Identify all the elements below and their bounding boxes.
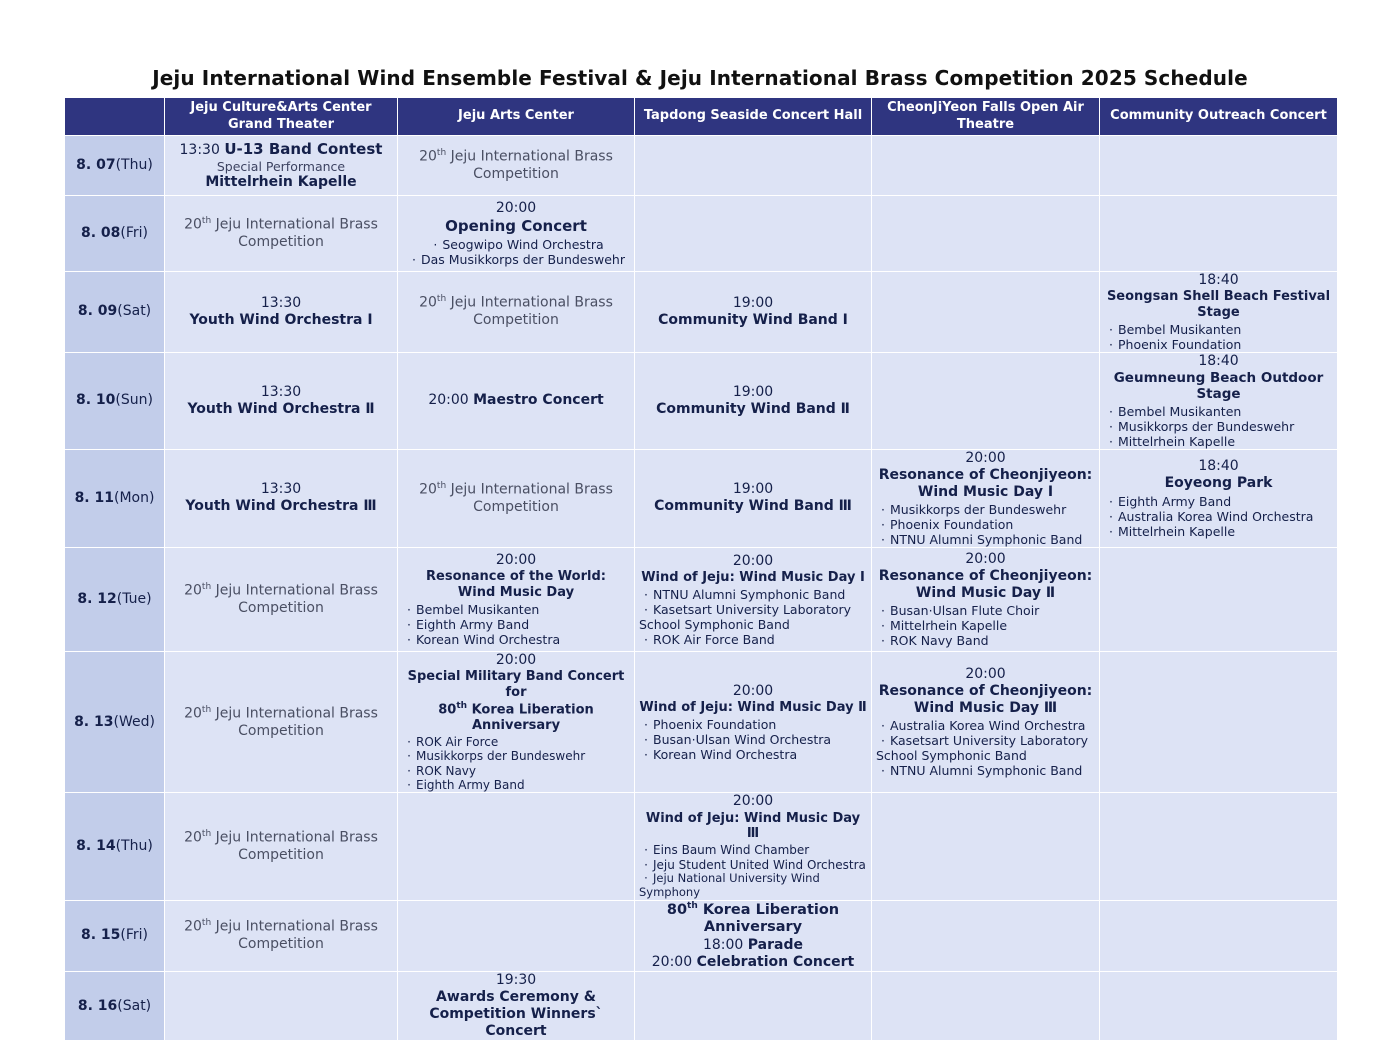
list-item: · Das Musikkorps der Bundeswehr <box>402 252 630 267</box>
event-title: Youth Wind Orchestra Ⅰ <box>189 311 373 328</box>
list-item: · ROK Navy <box>402 764 630 778</box>
event-title: U-13 Band Contest <box>224 139 383 158</box>
date-cell <box>65 548 165 652</box>
event-time: 20:00 <box>965 449 1006 466</box>
performer-list <box>1104 404 1333 449</box>
list-item: · Eins Baum Wind Chamber <box>639 843 867 857</box>
event-title: Wind of Jeju: Wind Music Day Ⅲ <box>645 810 861 842</box>
date-md: 8. 09 <box>77 303 118 320</box>
list-item: · NTNU Alumni Symphonic Band <box>639 587 867 602</box>
list-item: · Phoenix Foundation <box>876 517 1095 532</box>
event-title <box>639 901 867 937</box>
event-time: 20:00 <box>732 682 774 699</box>
competition-ordinal-suffix: th <box>201 582 212 593</box>
event-title: Youth Wind Orchestra Ⅱ <box>187 400 375 417</box>
cell-cheonjiyeon <box>872 136 1100 196</box>
cell-grand <box>165 548 398 652</box>
cell-tapdong <box>635 352 872 449</box>
competition-label <box>402 294 630 329</box>
list-item: · Eighth Army Band <box>402 617 630 632</box>
event-title-text: Korea Liberation Anniversary <box>702 901 840 936</box>
event-time: 19:00 <box>732 481 774 498</box>
date-md: 8. 07 <box>76 156 116 173</box>
table-row <box>65 449 1338 547</box>
performer-list <box>639 587 867 647</box>
competition-text: Jeju International Brass Competition <box>215 919 378 953</box>
competition-ordinal: 20 <box>419 295 437 312</box>
list-item: · Mittelrhein Kapelle <box>876 618 1095 633</box>
event-time: 20:00 <box>651 953 693 970</box>
competition-label <box>169 582 393 617</box>
table-row <box>65 272 1338 353</box>
event-title-line2: Wind Music Day <box>457 585 575 601</box>
event-time: 18:40 <box>1198 272 1239 288</box>
cell-outreach <box>1100 352 1338 449</box>
list-item: · Busan·Ulsan Flute Choir <box>876 603 1095 618</box>
event-time: 20:00 <box>495 200 537 217</box>
cell-arts <box>398 352 635 449</box>
list-item: · NTNU Alumni Symphonic Band <box>876 532 1095 547</box>
event-performer: Mittelrhein Kapelle <box>205 174 357 191</box>
competition-ordinal: 20 <box>184 705 202 722</box>
list-item: · Musikkorps der Bundeswehr <box>1104 419 1333 434</box>
event-time: 20:00 <box>428 392 469 409</box>
cell-grand <box>165 652 398 793</box>
cell-grand <box>165 196 398 272</box>
event-time: 20:00 <box>965 550 1006 567</box>
competition-text: Jeju International Brass Competition <box>450 148 613 182</box>
date-md: 8. 10 <box>76 392 116 409</box>
event-time: 13:30 <box>179 141 220 158</box>
date-cell <box>65 652 165 793</box>
event-time: 18:40 <box>1198 352 1239 369</box>
date-md: 8. 08 <box>80 224 121 241</box>
event-title: Maestro Concert <box>473 392 604 409</box>
date-dow: (Sat) <box>117 997 152 1014</box>
header-date <box>65 98 165 136</box>
date-md: 8. 11 <box>74 489 114 506</box>
event-title: Youth Wind Orchestra Ⅲ <box>185 498 377 515</box>
cell-tapdong <box>635 272 872 353</box>
list-item: · Kasetsart University Laboratory School Symphonic Band <box>639 602 867 632</box>
date-dow: (Sat) <box>117 303 152 320</box>
date-cell <box>65 449 165 547</box>
event-title-line2: Wind Music Day Ⅰ <box>917 483 1054 500</box>
cell-grand <box>165 272 398 353</box>
competition-text: Jeju International Brass Competition <box>450 481 613 515</box>
event-title-line2: Wind Music Day Ⅱ <box>915 585 1056 602</box>
event-title: Community Wind Band Ⅲ <box>654 498 852 515</box>
cell-cheonjiyeon <box>872 196 1100 272</box>
performer-list <box>639 843 867 899</box>
header-venue-arts-center: Jeju Arts Center <box>398 98 635 136</box>
event-title: Wind of Jeju: Wind Music Day Ⅱ <box>639 699 867 715</box>
performer-list <box>402 735 630 793</box>
cell-grand <box>165 352 398 449</box>
performer-list <box>1104 322 1333 352</box>
event-title-line2 <box>402 701 630 734</box>
event-time: 20:00 <box>495 552 537 569</box>
cell-grand <box>165 136 398 196</box>
competition-label <box>169 705 393 740</box>
event-title: Special Military Band Concert for <box>407 669 625 700</box>
competition-ordinal: 20 <box>419 481 437 498</box>
list-item: · Korean Wind Orchestra <box>402 632 630 647</box>
event-title-text: Korea Liberation Anniversary <box>471 702 594 734</box>
date-md: 8. 12 <box>77 591 117 607</box>
table-row <box>65 548 1338 652</box>
event-title: Wind of Jeju: Wind Music Day Ⅰ <box>641 569 865 585</box>
cell-arts <box>398 449 635 547</box>
cell-outreach <box>1100 136 1338 196</box>
event-name: Celebration Concert <box>696 953 855 970</box>
cell-outreach <box>1100 971 1338 1040</box>
list-item: · ROK Air Force <box>402 735 630 749</box>
header-venue-grand-theater: Jeju Culture&Arts Center Grand Theater <box>165 98 398 136</box>
date-md: 8. 16 <box>77 997 118 1014</box>
cell-arts <box>398 793 635 900</box>
date-cell <box>65 900 165 971</box>
competition-ordinal: 20 <box>184 919 202 936</box>
cell-tapdong <box>635 652 872 793</box>
list-item: · Korean Wind Orchestra <box>639 747 867 762</box>
event-line <box>402 392 630 409</box>
list-item: · Australia Korea Wind Orchestra <box>1104 509 1333 524</box>
cell-tapdong <box>635 136 872 196</box>
cell-outreach <box>1100 900 1338 971</box>
event-title: Community Wind Band Ⅱ <box>656 400 850 417</box>
list-item: · Phoenix Foundation <box>639 717 867 732</box>
date-dow: (Fri) <box>120 224 149 241</box>
competition-text: Jeju International Brass Competition <box>215 582 378 616</box>
performer-list <box>402 237 630 267</box>
event-line <box>169 140 393 159</box>
performer-list <box>1104 494 1333 539</box>
event-title: Resonance of Cheonjiyeon: <box>878 683 1093 700</box>
date-dow: (Thu) <box>115 156 153 173</box>
cell-tapdong <box>635 196 872 272</box>
event-ordinal: 80 <box>666 901 688 918</box>
event-ordinal-suffix: th <box>456 700 468 711</box>
date-cell <box>65 136 165 196</box>
list-item: · ROK Navy Band <box>876 633 1095 648</box>
performer-list <box>876 718 1095 778</box>
date-dow: (Mon) <box>113 489 155 506</box>
list-item: · Seogwipo Wind Orchestra <box>402 237 630 252</box>
list-item: · Mittelrhein Kapelle <box>1104 524 1333 539</box>
competition-ordinal: 20 <box>184 829 202 846</box>
table-row <box>65 793 1338 900</box>
cell-tapdong <box>635 971 872 1040</box>
cell-outreach <box>1100 196 1338 272</box>
competition-label <box>402 481 630 516</box>
event-title: Community Wind Band Ⅰ <box>658 311 848 328</box>
date-cell <box>65 793 165 900</box>
event-line <box>639 954 867 971</box>
event-title: Awards Ceremony & <box>436 989 596 1006</box>
table-row <box>65 971 1338 1040</box>
table-row <box>65 196 1338 272</box>
event-title: Opening Concert <box>445 217 587 236</box>
cell-outreach <box>1100 449 1338 547</box>
event-time: 19:30 <box>495 971 537 988</box>
event-subtitle: Special Performance <box>216 158 346 174</box>
cell-arts <box>398 900 635 971</box>
event-time: 19:00 <box>732 383 774 400</box>
list-item: · Eighth Army Band <box>1104 494 1333 509</box>
list-item: · Phoenix Foundation <box>1104 337 1333 352</box>
header-row <box>65 98 1338 136</box>
list-item: · Bembel Musikanten <box>1104 404 1333 419</box>
list-item: · Jeju Student United Wind Orchestra <box>639 858 867 872</box>
cell-grand <box>165 971 398 1040</box>
date-md: 8. 15 <box>80 927 121 944</box>
performer-list <box>639 717 867 762</box>
list-item: · Eighth Army Band <box>402 778 630 792</box>
performer-list <box>876 603 1095 648</box>
header-venue-tapdong: Tapdong Seaside Concert Hall <box>635 98 872 136</box>
list-item: · Australia Korea Wind Orchestra <box>876 718 1095 733</box>
cell-tapdong <box>635 900 872 971</box>
event-time: 18:00 <box>702 936 744 953</box>
cell-arts <box>398 272 635 353</box>
cell-arts <box>398 548 635 652</box>
event-title: Geumneung Beach Outdoor Stage <box>1113 369 1324 403</box>
list-item: · ROK Air Force Band <box>639 632 867 647</box>
cell-cheonjiyeon <box>872 900 1100 971</box>
competition-ordinal: 20 <box>184 582 202 599</box>
competition-text: Jeju International Brass Competition <box>215 705 378 739</box>
competition-text: Jeju International Brass Competition <box>215 216 378 250</box>
date-dow: (Sun) <box>115 392 153 409</box>
cell-arts <box>398 136 635 196</box>
list-item: · NTNU Alumni Symphonic Band <box>876 763 1095 778</box>
cell-tapdong <box>635 793 872 900</box>
event-ordinal: 80 <box>438 702 457 718</box>
date-cell <box>65 272 165 353</box>
competition-ordinal-suffix: th <box>201 216 212 227</box>
date-cell <box>65 196 165 272</box>
event-time: 19:00 <box>732 294 774 311</box>
cell-arts <box>398 196 635 272</box>
performer-list <box>876 502 1095 547</box>
event-title: Eoyeong Park <box>1164 475 1273 492</box>
competition-ordinal: 20 <box>419 148 437 165</box>
competition-ordinal-suffix: th <box>436 481 447 492</box>
event-time: 13:30 <box>260 481 302 498</box>
date-dow: (Wed) <box>113 713 155 730</box>
cell-grand <box>165 793 398 900</box>
competition-ordinal-suffix: th <box>436 294 447 305</box>
cell-tapdong <box>635 548 872 652</box>
event-title: Resonance of the World: <box>426 569 606 585</box>
event-name: Parade <box>747 936 803 953</box>
cell-outreach <box>1100 652 1338 793</box>
cell-tapdong <box>635 449 872 547</box>
event-time: 20:00 <box>495 652 537 669</box>
date-dow: (Thu) <box>115 838 153 854</box>
cell-arts <box>398 971 635 1040</box>
list-item: · Kasetsart University Laboratory School Symphonic Band <box>876 733 1095 763</box>
list-item: · Bembel Musikanten <box>402 602 630 617</box>
event-time: 13:30 <box>260 383 302 400</box>
date-md: 8. 13 <box>74 713 114 730</box>
cell-cheonjiyeon <box>872 449 1100 547</box>
table-row <box>65 352 1338 449</box>
cell-cheonjiyeon <box>872 793 1100 900</box>
event-time: 18:40 <box>1198 458 1239 475</box>
table-row <box>65 136 1338 196</box>
page-title: Jeju International Wind Ensemble Festival & Jeju International Brass Competition 2025 Schedule <box>152 66 1248 90</box>
competition-text: Jeju International Brass Competition <box>450 295 613 329</box>
event-line <box>639 937 867 954</box>
table-row <box>65 900 1338 971</box>
event-time: 13:30 <box>260 294 302 311</box>
list-item: · Jeju National University Wind Symphony <box>639 872 867 900</box>
list-item: · Busan·Ulsan Wind Orchestra <box>639 732 867 747</box>
event-ordinal-suffix: th <box>687 900 698 911</box>
competition-label <box>402 148 630 183</box>
list-item: · Musikkorps der Bundeswehr <box>402 749 630 763</box>
event-time: 20:00 <box>732 793 774 810</box>
date-dow: (Tue) <box>116 591 152 607</box>
cell-grand <box>165 900 398 971</box>
cell-arts <box>398 652 635 793</box>
date-cell <box>65 352 165 449</box>
cell-cheonjiyeon <box>872 652 1100 793</box>
competition-ordinal-suffix: th <box>436 148 447 159</box>
competition-ordinal-suffix: th <box>201 918 212 929</box>
event-title-line2: Competition Winners` Concert <box>429 1006 603 1040</box>
date-md: 8. 14 <box>76 838 116 854</box>
schedule-table <box>64 97 1338 1041</box>
cell-cheonjiyeon <box>872 548 1100 652</box>
cell-outreach <box>1100 272 1338 353</box>
performer-list <box>402 602 630 647</box>
event-time: 20:00 <box>732 552 774 569</box>
event-title: Resonance of Cheonjiyeon: <box>878 568 1093 584</box>
date-cell <box>65 971 165 1040</box>
event-title: Seongsan Shell Beach Festival Stage <box>1106 289 1331 320</box>
cell-cheonjiyeon <box>872 971 1100 1040</box>
header-venue-outreach: Community Outreach Concert <box>1100 98 1338 136</box>
competition-label <box>169 216 393 251</box>
cell-outreach <box>1100 548 1338 652</box>
competition-ordinal-suffix: th <box>201 704 212 715</box>
list-item: · Bembel Musikanten <box>1104 322 1333 337</box>
competition-ordinal-suffix: th <box>201 829 212 840</box>
table-row <box>65 652 1338 793</box>
cell-cheonjiyeon <box>872 352 1100 449</box>
competition-label <box>169 918 393 953</box>
header-venue-cheonjiyeon: CheonJiYeon Falls Open Air Theatre <box>872 98 1100 136</box>
competition-text: Jeju International Brass Competition <box>215 829 378 863</box>
cell-grand <box>165 449 398 547</box>
date-dow: (Fri) <box>120 927 149 944</box>
competition-ordinal: 20 <box>184 216 202 233</box>
cell-cheonjiyeon <box>872 272 1100 353</box>
competition-label <box>169 829 393 864</box>
list-item: · Mittelrhein Kapelle <box>1104 434 1333 449</box>
list-item: · Musikkorps der Bundeswehr <box>876 502 1095 517</box>
event-title-line2: Wind Music Day Ⅲ <box>913 700 1058 717</box>
event-title: Resonance of Cheonjiyeon: <box>878 466 1093 483</box>
event-time: 20:00 <box>965 666 1006 683</box>
cell-outreach <box>1100 793 1338 900</box>
